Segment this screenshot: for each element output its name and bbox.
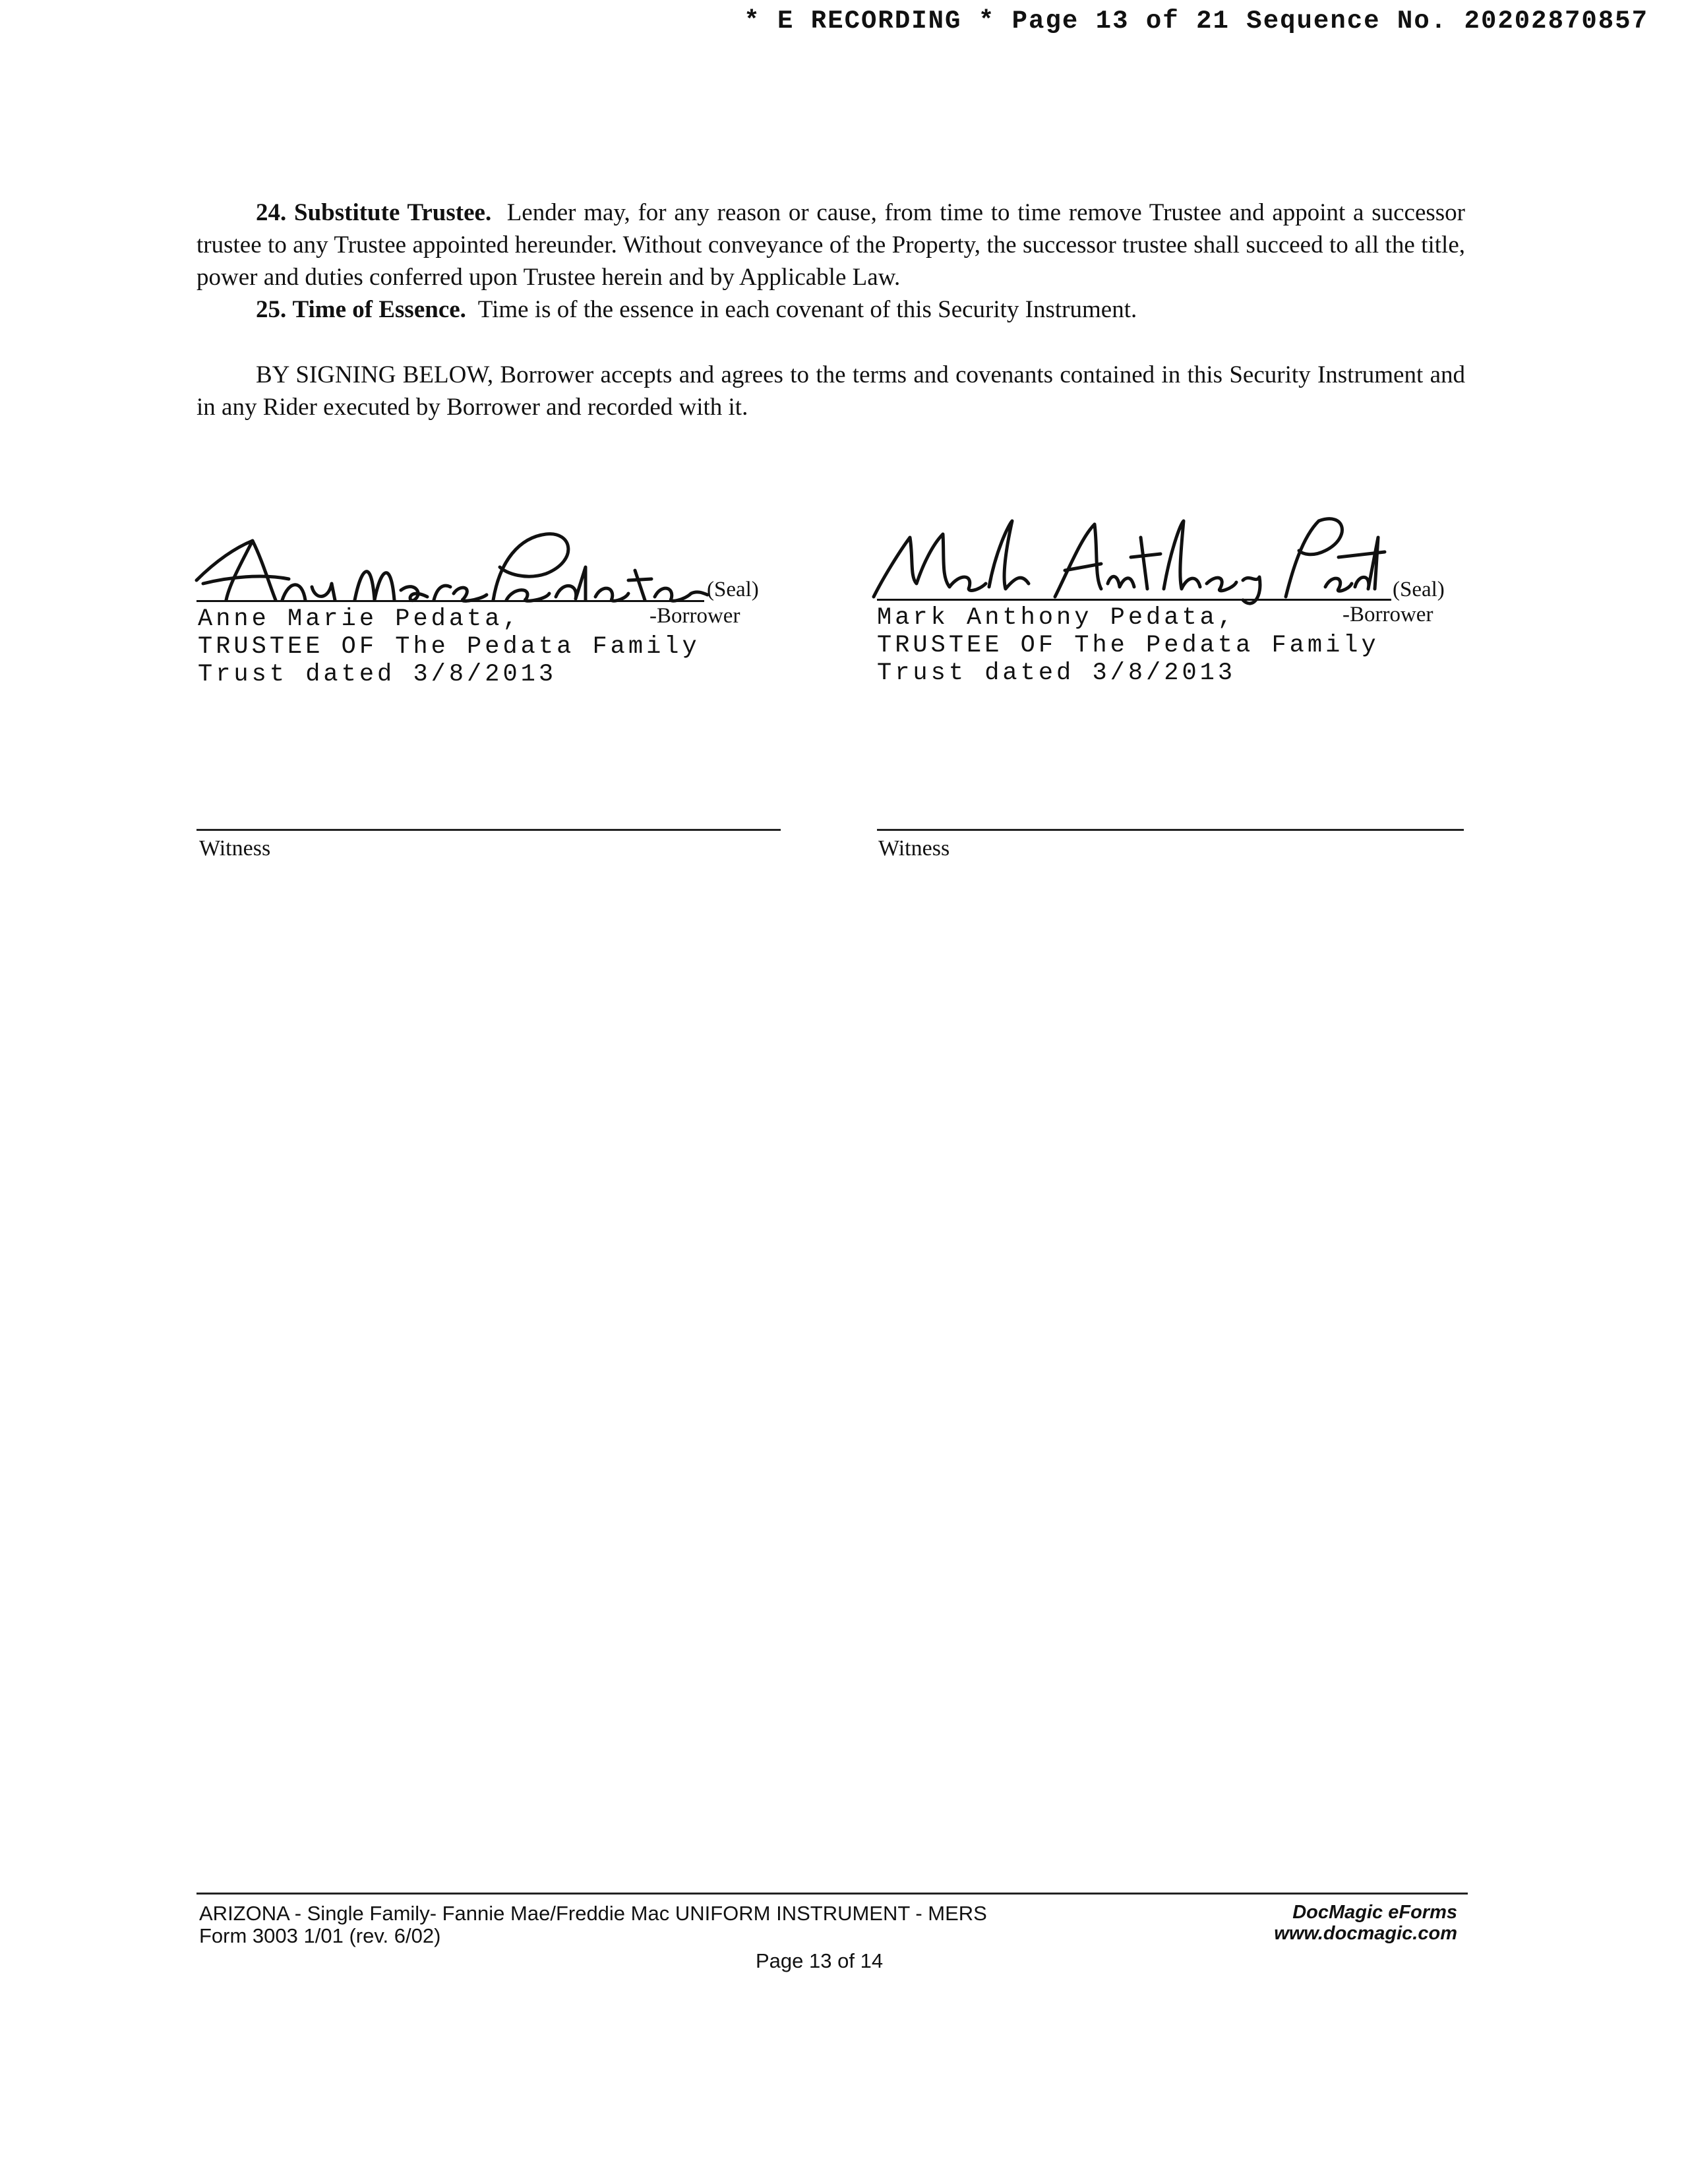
signature-mark-anthony-pedata <box>864 511 1391 607</box>
signature-line-right <box>877 599 1391 601</box>
form-title: ARIZONA - Single Family- Fannie Mae/Freddie Mac UNIFORM INSTRUMENT - MERS <box>199 1902 987 1925</box>
docmagic-brand: DocMagic eForms <box>1292 1902 1457 1923</box>
section-25-number: 25. <box>256 296 287 323</box>
witness-label-right: Witness <box>878 836 950 861</box>
section-24 <box>196 197 1465 293</box>
witness-line-right <box>877 829 1464 831</box>
page-number: Page 13 of 14 <box>756 1949 884 1972</box>
trust-date-right: Trust dated 3/8/2013 <box>877 659 1236 687</box>
section-24-number: 24. <box>256 199 287 226</box>
trustee-line-right: TRUSTEE OF The Pedata Family <box>877 632 1379 659</box>
form-number: Form 3003 1/01 (rev. 6/02) <box>199 1924 441 1947</box>
borrower-label-left: -Borrower <box>649 604 740 628</box>
section-24-title: Substitute Trustee. <box>294 199 492 226</box>
signing-statement <box>196 359 1465 423</box>
section-25-text: Time is of the essence in each covenant of this Security Instrument. <box>477 296 1137 323</box>
footer-rule <box>196 1893 1468 1895</box>
signer-name-left: Anne Marie Pedata, <box>198 605 521 633</box>
section-24-text: Lender may, for any reason or cause, from time to time remove Trustee and appoint a successor trustee to any Trustee appointed hereunder. Without conveyance of the Property, the successor trustee shall succeed to all the title, power and duties conferred upon Trustee herein and by Applicable Law. <box>196 199 1465 291</box>
trustee-line-left: TRUSTEE OF The Pedata Family <box>198 633 700 661</box>
signing-statement-text: BY SIGNING BELOW, Borrower accepts and agrees to the terms and covenants contained in this Security Instrument and in any Rider executed by Borrower and recorded with it. <box>196 361 1465 421</box>
signature-anne-marie-pedata <box>190 521 711 607</box>
signature-line-left <box>196 600 704 602</box>
docmagic-url: www.docmagic.com <box>1274 1923 1457 1944</box>
section-25 <box>196 293 1465 326</box>
seal-label-right: (Seal) <box>1393 578 1445 601</box>
section-25-title: Time of Essence. <box>292 296 466 323</box>
trust-date-left: Trust dated 3/8/2013 <box>198 661 557 688</box>
witness-label-left: Witness <box>199 836 271 861</box>
borrower-label-right: -Borrower <box>1342 603 1433 626</box>
witness-line-left <box>196 829 781 831</box>
recording-header: * E RECORDING * Page 13 of 21 Sequence No. 20202870857 <box>744 7 1648 36</box>
signer-name-right: Mark Anthony Pedata, <box>877 604 1236 632</box>
seal-label-left: (Seal) <box>707 578 759 601</box>
